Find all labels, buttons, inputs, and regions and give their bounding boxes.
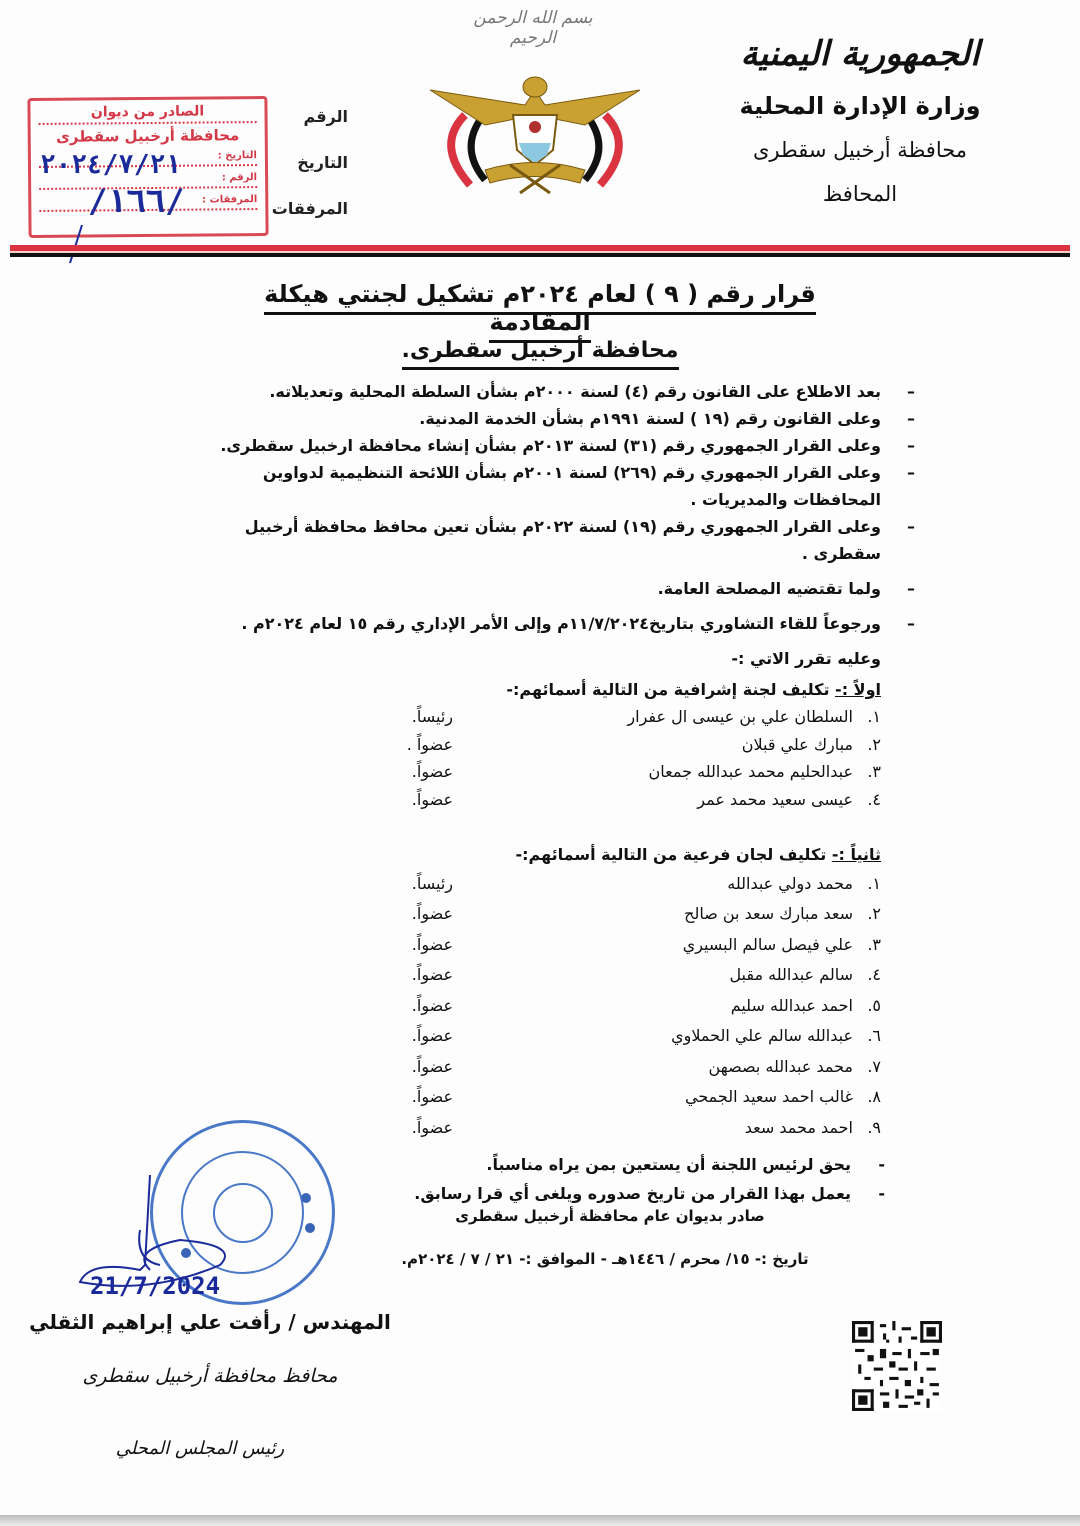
section-one-label: اولاً :- [835, 680, 881, 699]
member-row: ٢. سعد مبارك سعد بن صالح عضواً. [411, 904, 881, 924]
preamble-item: – وعلى القانون رقم (١٩ ) لسنة ١٩٩١م بشأن الخدمة المدنية. [195, 405, 915, 432]
number-label: الرقم [303, 107, 348, 126]
sub-committee-list [195, 868, 915, 1143]
section-two-heading [195, 841, 915, 868]
member-row: ٩. احمد محمد سعد عضواً. [411, 1117, 881, 1137]
qr-code-icon [852, 1321, 942, 1411]
preamble-item: – وعلى القرار الجمهوري رقم (٣١) لسنة ٢٠١٣م بشأن إنشاء محافظة ارخبيل سقطرى. [195, 432, 915, 459]
preamble-item: – ولما تقتضيه المصلحة العامة. [195, 575, 915, 602]
handwritten-number: /١٦٦/ [88, 182, 185, 220]
preamble-item: – ورجوعاً للقاء التشاوري بتاريخ١١/٧/٢٠٢٤م وإلى الأمر الإداري رقم ١٥ لعام ٢٠٢٤م . [195, 610, 915, 637]
section-one-heading [195, 676, 915, 703]
member-row: ١. السلطان علي بن عيسى ال عفرار رئيساً. [411, 707, 881, 727]
closing-item: - يعمل بهذا القرار من تاريخ صدوره ويلغى أي قرا رسابق. [195, 1180, 885, 1209]
section-two-text: تكليف لجان فرعية من التالية أسمائهم:- [515, 845, 827, 864]
issue-date: تاريخ :- ١٥/ محرم / ١٤٤٦هـ - الموافق :- ٢١ / ٧ / ٢٠٢٤م. [401, 1250, 809, 1268]
stamp-attachments-row: المرفقات : [39, 188, 257, 212]
signature-date: 21/7/2024 [90, 1272, 221, 1300]
signer-title: محافظ محافظة أرخبيل سقطرى [82, 1365, 338, 1387]
preamble-item: – وعلى القرار الجمهوري رقم (١٩) لسنة ٢٠٢٢م بشأن تعين محافظ محافظة أرخبيل سقطرى . [195, 513, 915, 567]
signer-title-council: رئيس المجلس المحلي [115, 1438, 285, 1459]
member-row: ٧. محمد عبدالله بصصهن عضواً. [411, 1056, 881, 1076]
date-label: التاريخ [297, 153, 348, 172]
yemen-emblem-icon [425, 65, 645, 195]
member-row: ٨. غالب احمد سعيد الجمحي عضواً. [411, 1087, 881, 1107]
decision-body [195, 378, 915, 1209]
preamble-list [195, 378, 915, 637]
member-row: ٢. مبارك علي قبلان عضواً . [406, 734, 881, 754]
member-row: ٤. سالم عبدالله مقبل عضواً. [411, 965, 881, 985]
stamp-governorate: محافظة أرخبيل سقطرى [56, 126, 240, 146]
member-row: ٣. عبدالحليم محمد عبدالله جمعان عضواً. [411, 762, 881, 782]
reference-labels [268, 102, 348, 240]
basmala: بسم الله الرحمن الرحيم [473, 8, 593, 48]
handwritten-date: ٢٠٢٤/٧/٢١ [40, 150, 181, 180]
member-row: ٦. عبدالله سالم علي الحملاوي عضواً. [411, 1026, 881, 1046]
decision-subtitle: محافظة أرخبيل سقطرى. [380, 338, 700, 363]
letterhead [710, 30, 1010, 206]
attachments-label: المرفقات [271, 199, 348, 218]
member-row: ١. محمد دولي عبدالله رئيساً. [411, 873, 881, 893]
republic-name: الجمهورية اليمنية [740, 34, 980, 74]
stamp-number-row: الرقم : [39, 166, 257, 190]
decision-title: قرار رقم ( ٩ ) لعام ٢٠٢٤م تشكيل لجنتي هيكلة المقادمة [250, 280, 830, 336]
section-one-text: تكليف لجنة إشرافية من التالية أسمائهم:- [506, 680, 830, 699]
page-edge [0, 1515, 1080, 1526]
member-row: ٤. عيسى سعيد محمد عمر عضواً. [411, 789, 881, 809]
resolution-statement: وعليه تقرر الاتي :- [731, 649, 881, 668]
section-two-label: ثانياً :- [831, 845, 881, 864]
issued-at: صادر بديوان عام محافظة أرخبيل سقطرى [455, 1207, 765, 1225]
office-name: المحافظ [822, 182, 898, 206]
stamp-title: الصادر من ديوان [38, 103, 256, 125]
preamble-item: – بعد الاطلاع على القانون رقم (٤) لسنة ٢٠٠٠م بشأن السلطة المحلية وتعديلاته. [195, 378, 915, 405]
member-row: ٣. علي فيصل سالم البسيري عضواً. [411, 934, 881, 954]
member-row: ٥. احمد عبدالله سليم عضواً. [411, 995, 881, 1015]
supervisory-committee-list [195, 703, 915, 813]
header-divider [10, 245, 1070, 257]
signer-name: المهندس / رأفت علي إبراهيم الثقلي [29, 1310, 391, 1334]
preamble-item: – وعلى القرار الجمهوري رقم (٢٦٩) لسنة ٢٠٠١م بشأن اللائحة التنظيمية لدواوين المحافظات والمديريات . [195, 459, 915, 513]
governorate-name: محافظة أرخبيل سقطرى [752, 138, 968, 162]
closing-item: - يحق لرئيس اللجنة أن يستعين بمن يراه مناسباً. [195, 1151, 885, 1180]
stamp-date-row: التاريخ : [39, 144, 257, 168]
ministry-name: وزارة الإدارة المحلية [739, 92, 981, 120]
